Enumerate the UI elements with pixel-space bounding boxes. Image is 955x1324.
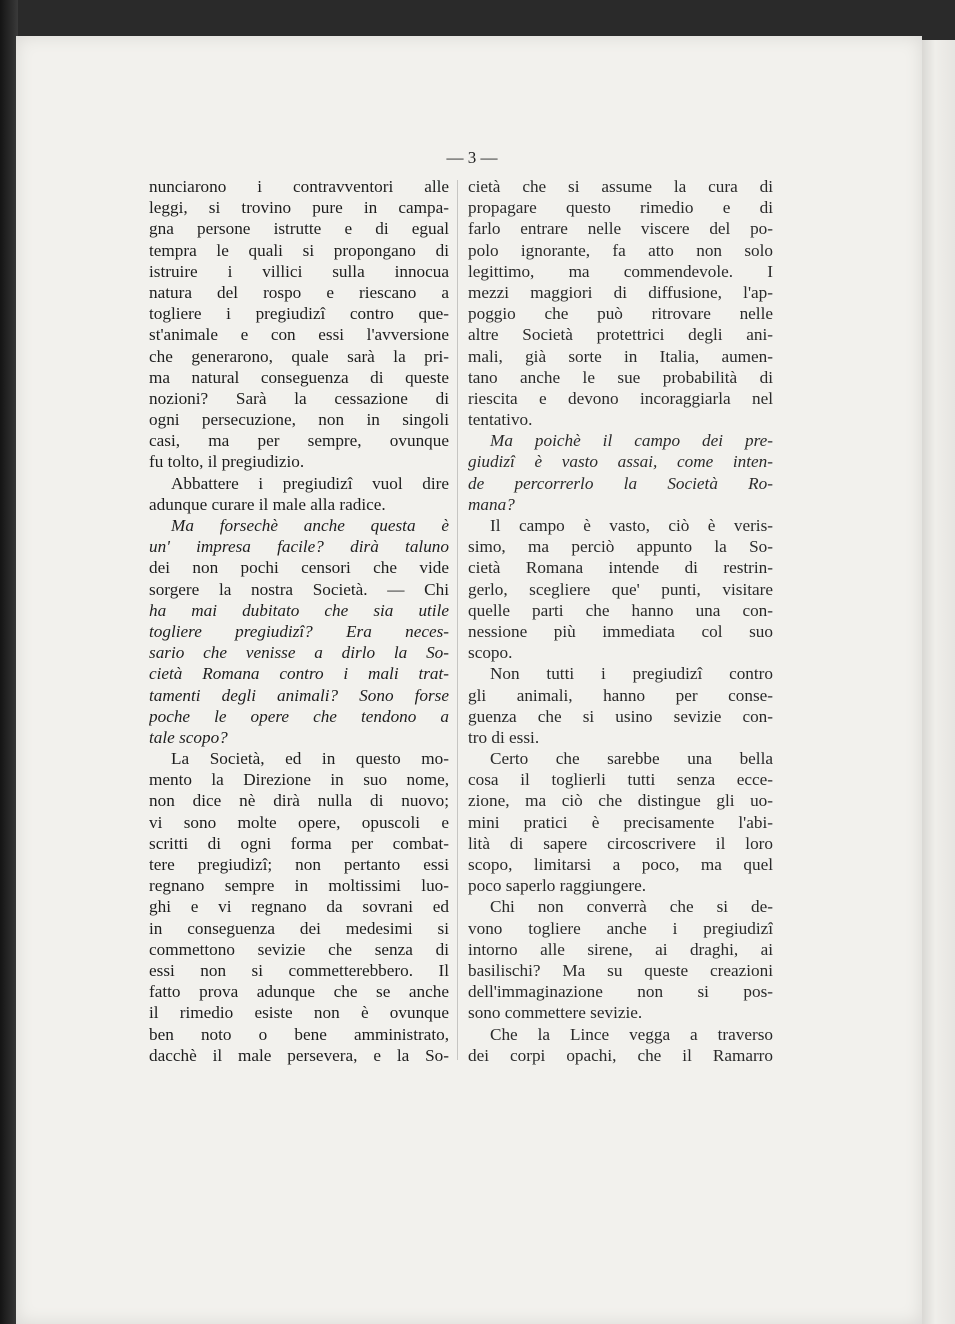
text-line: intorno alle sirene, ai draghi, ai [468,939,773,959]
text-line: simo, ma perciò appunto la So- [468,537,773,557]
text-line: tamenti degli animali? Sono forse [149,685,449,705]
text-line: legittimo, ma commendevole. I [468,261,773,281]
text-line: lità di sapere circoscrivere il loro [468,833,773,853]
text-line: mali, già sorte in Italia, aumen- [468,346,773,366]
text-line: gerlo, scegliere que' punti, visitare [468,579,773,599]
text-line: La Società, ed in questo mo- [171,749,449,769]
text-line: zione, ma ciò che distingue gli uo- [468,791,773,811]
text-line: Ma forsechè anche questa è [171,516,449,535]
text-line: un' impresa facile? dirà taluno [149,537,449,557]
text-line: quelle parti che hanno una con- [468,600,773,620]
text-line: cietà che si assume la cura di [468,177,773,196]
text-line: sario che venisse a dirlo la So- [149,643,449,663]
text-line: guenza che si usino sevizie con- [468,706,773,726]
text-line: nessione più immediata col suo [468,621,773,641]
text-line: poggio che può ritrovare nelle [468,304,773,324]
text-line: st'animale e con essi l'avversione [149,325,449,345]
text-line: Che la Lince vegga a traverso [490,1024,773,1044]
text-line: vono togliere anche i pregiudizî [468,918,773,938]
text-line: scritti di ogni forma per combat- [149,833,449,853]
text-line: tano anche le sue probabilità di [468,367,773,387]
text-line: mezzi maggiori di diffusione, l'ap- [468,282,773,302]
text-line: tere pregiudizî; non pertanto essi [149,855,449,874]
text-line: farlo entrare nelle viscere del po- [468,219,773,239]
right-text-column [468,176,773,1066]
text-line: istruire i villici sulla innocua [149,261,449,281]
text-line: Ma poichè il campo dei pre- [490,431,773,451]
text-line: ha mai dubitato che sia utile [149,600,449,620]
text-line: ghi e vi regnano da sovrani ed [149,897,449,917]
text-line: cosa il toglierli tutti senza ecce- [468,770,773,790]
text-line: nunciarono i contravventori alle [149,177,449,196]
text-line: commettono sevizie che senza di [149,939,449,959]
text-line: leggi, si trovino pure in campa- [149,198,449,218]
text-line: ma natural conseguenza di queste [149,367,449,387]
text-line: mana? [468,494,515,514]
text-line: non dice nè dirà nulla di nuovo; [149,791,449,811]
text-line: natura del rospo e riescano a [149,282,449,302]
text-line: vi sono molte opere, opuscoli e [149,812,449,832]
text-line: basilischi? Ma su queste creazioni [468,960,773,980]
text-line: cietà Romana intende di restrin- [468,558,773,578]
text-line: poco saperlo raggiungere. [468,876,647,896]
text-line: adunque curare il male alla radice. [149,494,386,514]
text-line: Non tutti i pregiudizî contro [490,664,773,684]
text-line: Chi non converrà che si de- [490,897,773,917]
text-line: che generarono, quale sarà la pri- [149,346,449,366]
text-line: polo ignorante, fa atto non solo [468,240,773,260]
text-line: in conseguenza dei medesimi si [149,918,449,938]
text-line: regnano sempre in moltissimi luo- [149,876,449,896]
text-line: tale scopo? [149,727,228,747]
left-text-column [149,176,449,1066]
column-divider [457,180,458,1060]
text-line: nozioni? Sarà la cessazione di [149,388,449,408]
text-line: togliere pregiudizî? Era neces- [149,621,449,641]
text-line: casi, ma per sempre, ovunque [149,431,449,451]
text-line: fu tolto, il pregiudizio. [149,452,305,472]
text-line: altre Società protettrici degli ani- [468,325,773,345]
page-number: — 3 — [446,148,498,167]
text-line: tro di essi. [468,727,540,747]
text-line: gli animali, hanno per conse- [468,685,773,705]
text-line: tempra le quali si propongano di [149,240,449,260]
page-edge [922,40,955,1324]
text-line: fatto prova adunque che se anche [149,982,449,1002]
text-line: scopo, limitarsi a poco, ma quel [468,855,773,874]
text-line: cietà Romana contro i mali trat- [149,664,449,684]
text-line: Certo che sarebbe una bella [490,749,773,769]
text-line: ben noto o bene amministrato, [149,1024,449,1044]
text-line: propagare questo rimedio e di [468,198,773,218]
text-line: poche le opere che tendono a [149,706,449,726]
text-line: scopo. [468,643,513,663]
text-line: dell'immaginazione non si pos- [468,982,773,1002]
text-line: mini pratici è precisamente l'abi- [468,812,773,832]
text-line: essi non si commetterebbero. Il [149,960,449,980]
text-line: sorgere la nostra Società. — Chi [149,579,449,599]
text-line: il rimedio esiste non è ovunque [149,1003,449,1023]
text-line: tentativo. [468,410,533,430]
text-line: ogni persecuzione, non in singoli [149,410,449,430]
text-line: de percorrerlo la Società Ro- [468,473,773,493]
text-line: sono commettere sevizie. [468,1003,643,1023]
text-line: dacchè il male persevera, e la So- [149,1045,449,1065]
text-line: gna persone istrutte e di egual [149,219,449,239]
text-line: Il campo è vasto, ciò è veris- [490,516,773,535]
text-line: riescita e devono incoraggiarla nel [468,388,773,408]
text-line: togliere i pregiudizî contro que- [149,304,449,324]
text-line: giudizî è vasto assai, come inten- [468,452,773,472]
text-line: mento la Direzione in suo nome, [149,770,449,790]
text-line: dei non pochi censori che vide [149,558,449,578]
text-line: dei corpi opachi, che il Ramarro [468,1045,773,1065]
text-line: Abbattere i pregiudizî vuol dire [171,473,449,493]
